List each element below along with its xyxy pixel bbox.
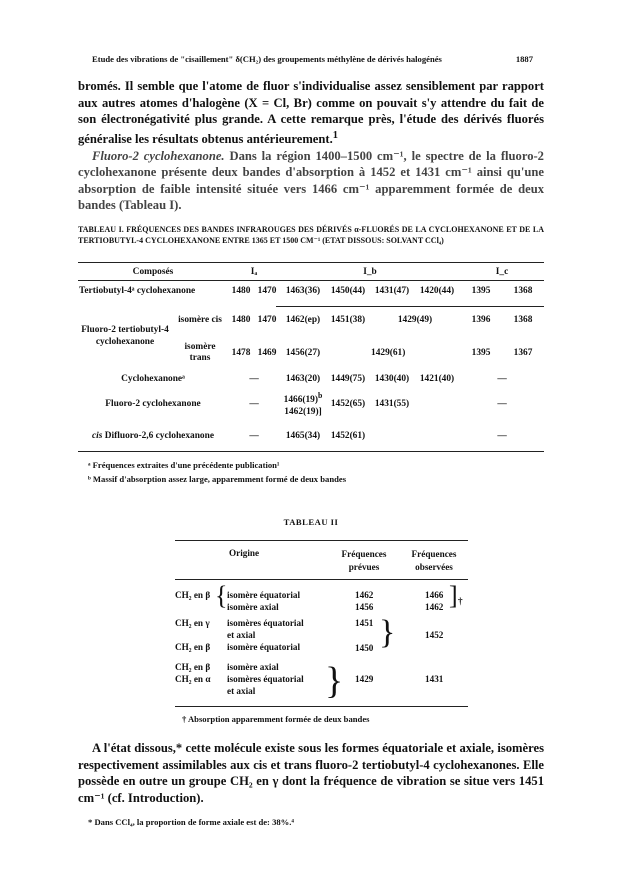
compound-name: Cyclohexanoneᵃ	[121, 374, 185, 384]
table-cell: 1396	[471, 315, 491, 325]
table1	[78, 264, 544, 453]
table-cell: 1367	[513, 348, 533, 358]
table2-header-rule	[175, 579, 468, 580]
table-cell: 1368	[513, 315, 533, 325]
intro-text	[78, 78, 544, 214]
running-title: Etude des vibrations de "cisaillement" δ(CH₂) des groupements méthylène de dérivés halogénés	[92, 54, 442, 64]
table-cell: 1431(55)	[374, 399, 410, 409]
table-row	[78, 279, 544, 303]
table-cell: 1430(40)	[374, 374, 410, 384]
table-cell: —	[497, 399, 507, 409]
table2-top-rule	[175, 540, 468, 541]
table-cell: 1456	[355, 602, 374, 612]
origin-label: CH₂ en β	[175, 590, 211, 600]
brace: }	[379, 614, 396, 651]
col-header-ia: Iₐ	[250, 266, 258, 277]
col-header-ib: I_b	[363, 266, 377, 277]
table2-bottom-rule	[175, 706, 468, 707]
intro-paragraph-1: bromés. Il semble que l'atome de fluor s'individualise assez sensiblement par rapport aux autres atomes d'halogène (X = Cl, Br) comme on pouvait s'y attendre du fait de son électronégativité plus grande. A cette remarque près, l'étude des dérivés fluorés généralise les résultats obtenus antérieurement.$^1$	[78, 79, 544, 146]
origin-item: isomères équatorial	[227, 674, 304, 684]
table-cell: 1466	[425, 590, 444, 600]
origin-item: isomère axial	[227, 662, 279, 672]
table-cell: 1421(40)	[419, 374, 455, 384]
table-cell: 1429(61)	[371, 348, 406, 358]
table-row	[78, 369, 544, 389]
origin-item: et axial	[227, 686, 256, 696]
intro-paragraph-2: Fluoro-2 cyclohexanone. Dans la région 1400–1500 cm⁻¹, le spectre de la fluoro-2 cyclohexanone présente deux bandes d'absorption à 1452 et 1431 cm⁻¹ ainsi qu'une absorption de faible intensité située vers 1466 cm⁻¹ apparemment formée de deux bandes (Tableau I).	[78, 148, 544, 213]
table-cell: 1450	[355, 643, 374, 653]
table-cell: 1465(34)	[285, 431, 321, 441]
origin-label: CH₂ en β	[175, 642, 211, 652]
body-paragraph: A l'état dissous,* cette molécule existe sous les formes équatoriale et axiale, isomères respectivement assimilables aux cis et trans fluoro-2 tertiobutyl-4 cyclohexanones. Elle possède en outre un groupe CH₂ en γ dont la fréquence de vibration se situe vers 1451 cm⁻¹ (cf. Introduction).	[78, 741, 544, 805]
origin-label: CH₂ en γ	[175, 618, 210, 628]
table-row	[78, 303, 544, 337]
isomer-label: isomère cis	[178, 314, 222, 325]
brace: {	[215, 581, 228, 610]
compound-name: cis Difluoro-2,6 cyclohexanone	[92, 430, 214, 441]
compound-name: Tertiobutyl-4ᵃ cyclohexanone	[79, 286, 196, 296]
table-cell: 1470	[257, 286, 277, 296]
body-text	[78, 740, 544, 806]
section-title: Fluoro-2 cyclohexanone.	[92, 148, 225, 163]
compound-name: Fluoro-2 tertiobutyl-4 cyclohexanone	[81, 325, 169, 347]
col-header-composes: Composés	[132, 266, 174, 277]
table-cell: 1456(27)	[285, 348, 321, 358]
table-cell: 1395	[471, 286, 491, 296]
dagger-mark: †	[458, 596, 463, 606]
origin-item: isomères équatorial	[227, 618, 304, 628]
table-cell: 1431(47)	[374, 286, 410, 296]
table-cell: 1463(20)	[285, 374, 321, 384]
origin-item: et axial	[227, 630, 256, 640]
table-cell: 1449(75)	[330, 374, 366, 384]
col-header-prevues: Fréquences prévues	[341, 549, 387, 572]
origin-item: isomère équatorial	[227, 642, 301, 652]
page-number: 1887	[515, 54, 533, 64]
running-header	[92, 54, 532, 64]
col-header-observees: Fréquences observées	[411, 549, 457, 572]
table2-caption: TABLEAU II	[283, 517, 339, 527]
compound-name: Fluoro-2 cyclohexanone	[105, 399, 201, 409]
table-cell: 1478	[231, 348, 251, 358]
table-cell: 1451	[355, 618, 374, 628]
table-cell: —	[249, 431, 259, 441]
col-header-ic: I_c	[495, 266, 509, 277]
table-cell: 1420(44)	[419, 286, 455, 296]
table-cell: 1462	[355, 590, 374, 600]
brace: }	[325, 660, 344, 702]
table-cell: 1368	[513, 286, 533, 296]
table-cell: 1452(61)	[330, 431, 366, 441]
table-cell: —	[497, 431, 507, 441]
table-cell: 1429(49)	[397, 315, 433, 325]
table-row	[78, 389, 544, 419]
table-cell: 1480	[231, 315, 251, 325]
table1-header-row	[78, 264, 544, 279]
table-cell: 1462	[425, 602, 444, 612]
table-cell: 1480	[231, 286, 251, 296]
bracket: ]	[449, 581, 458, 610]
origin-item: isomère axial	[227, 602, 279, 612]
origin-label: CH₂ en β	[175, 662, 211, 672]
table1-footnote-a: ᵃ Fréquences extraites d'une précédente publication¹	[88, 460, 280, 470]
table-cell: —	[249, 399, 259, 409]
origin-label: CH₂ en α	[175, 674, 211, 684]
table-cell: $1466(19)^b$ 1462(19)]	[283, 391, 323, 417]
origin-item: isomère équatorial	[227, 590, 301, 600]
table-cell: 1429	[355, 674, 374, 684]
table-cell: —	[249, 374, 259, 384]
col-header-origine: Origine	[229, 548, 260, 558]
table-cell: 1450(44)	[330, 286, 366, 296]
table-cell: 1452(65)	[330, 399, 366, 409]
isomer-label: isomère trans	[184, 342, 216, 363]
table-cell: 1395	[471, 348, 491, 358]
table-cell: 1469	[257, 348, 277, 358]
table-cell: 1462(ep)	[285, 315, 321, 325]
table2-footnote: † Absorption apparemment formée de deux bandes	[182, 714, 370, 724]
table1-footnote-b: ᵇ Massif d'absorption assez large, apparemment formé de deux bandes	[88, 474, 347, 484]
table-cell: —	[497, 374, 507, 384]
table-cell: 1463(36)	[285, 286, 321, 296]
table-cell: 1451(38)	[330, 315, 366, 325]
table-cell: 1452	[425, 630, 444, 640]
table-cell: 1470	[257, 315, 277, 325]
table-row	[78, 419, 544, 453]
table-cell: 1431	[425, 674, 444, 684]
page-footnote: * Dans CCl₄, la proportion de forme axiale est de: 38%.⁴	[88, 817, 294, 827]
table1-top-rule	[78, 262, 544, 263]
table1-caption: TABLEAU I. FRÉQUENCES DES BANDES INFRAROUGES DES DÉRIVÉS α-FLUORÉS DE LA CYCLOHEXANONE ET DE LA TERTIOBUTYL-4 CYCLOHEXANONE ENTRE 1365 ET 1500 CM⁻¹ (ETAT DISSOUS: SOLVANT CCl₄)	[78, 225, 544, 245]
